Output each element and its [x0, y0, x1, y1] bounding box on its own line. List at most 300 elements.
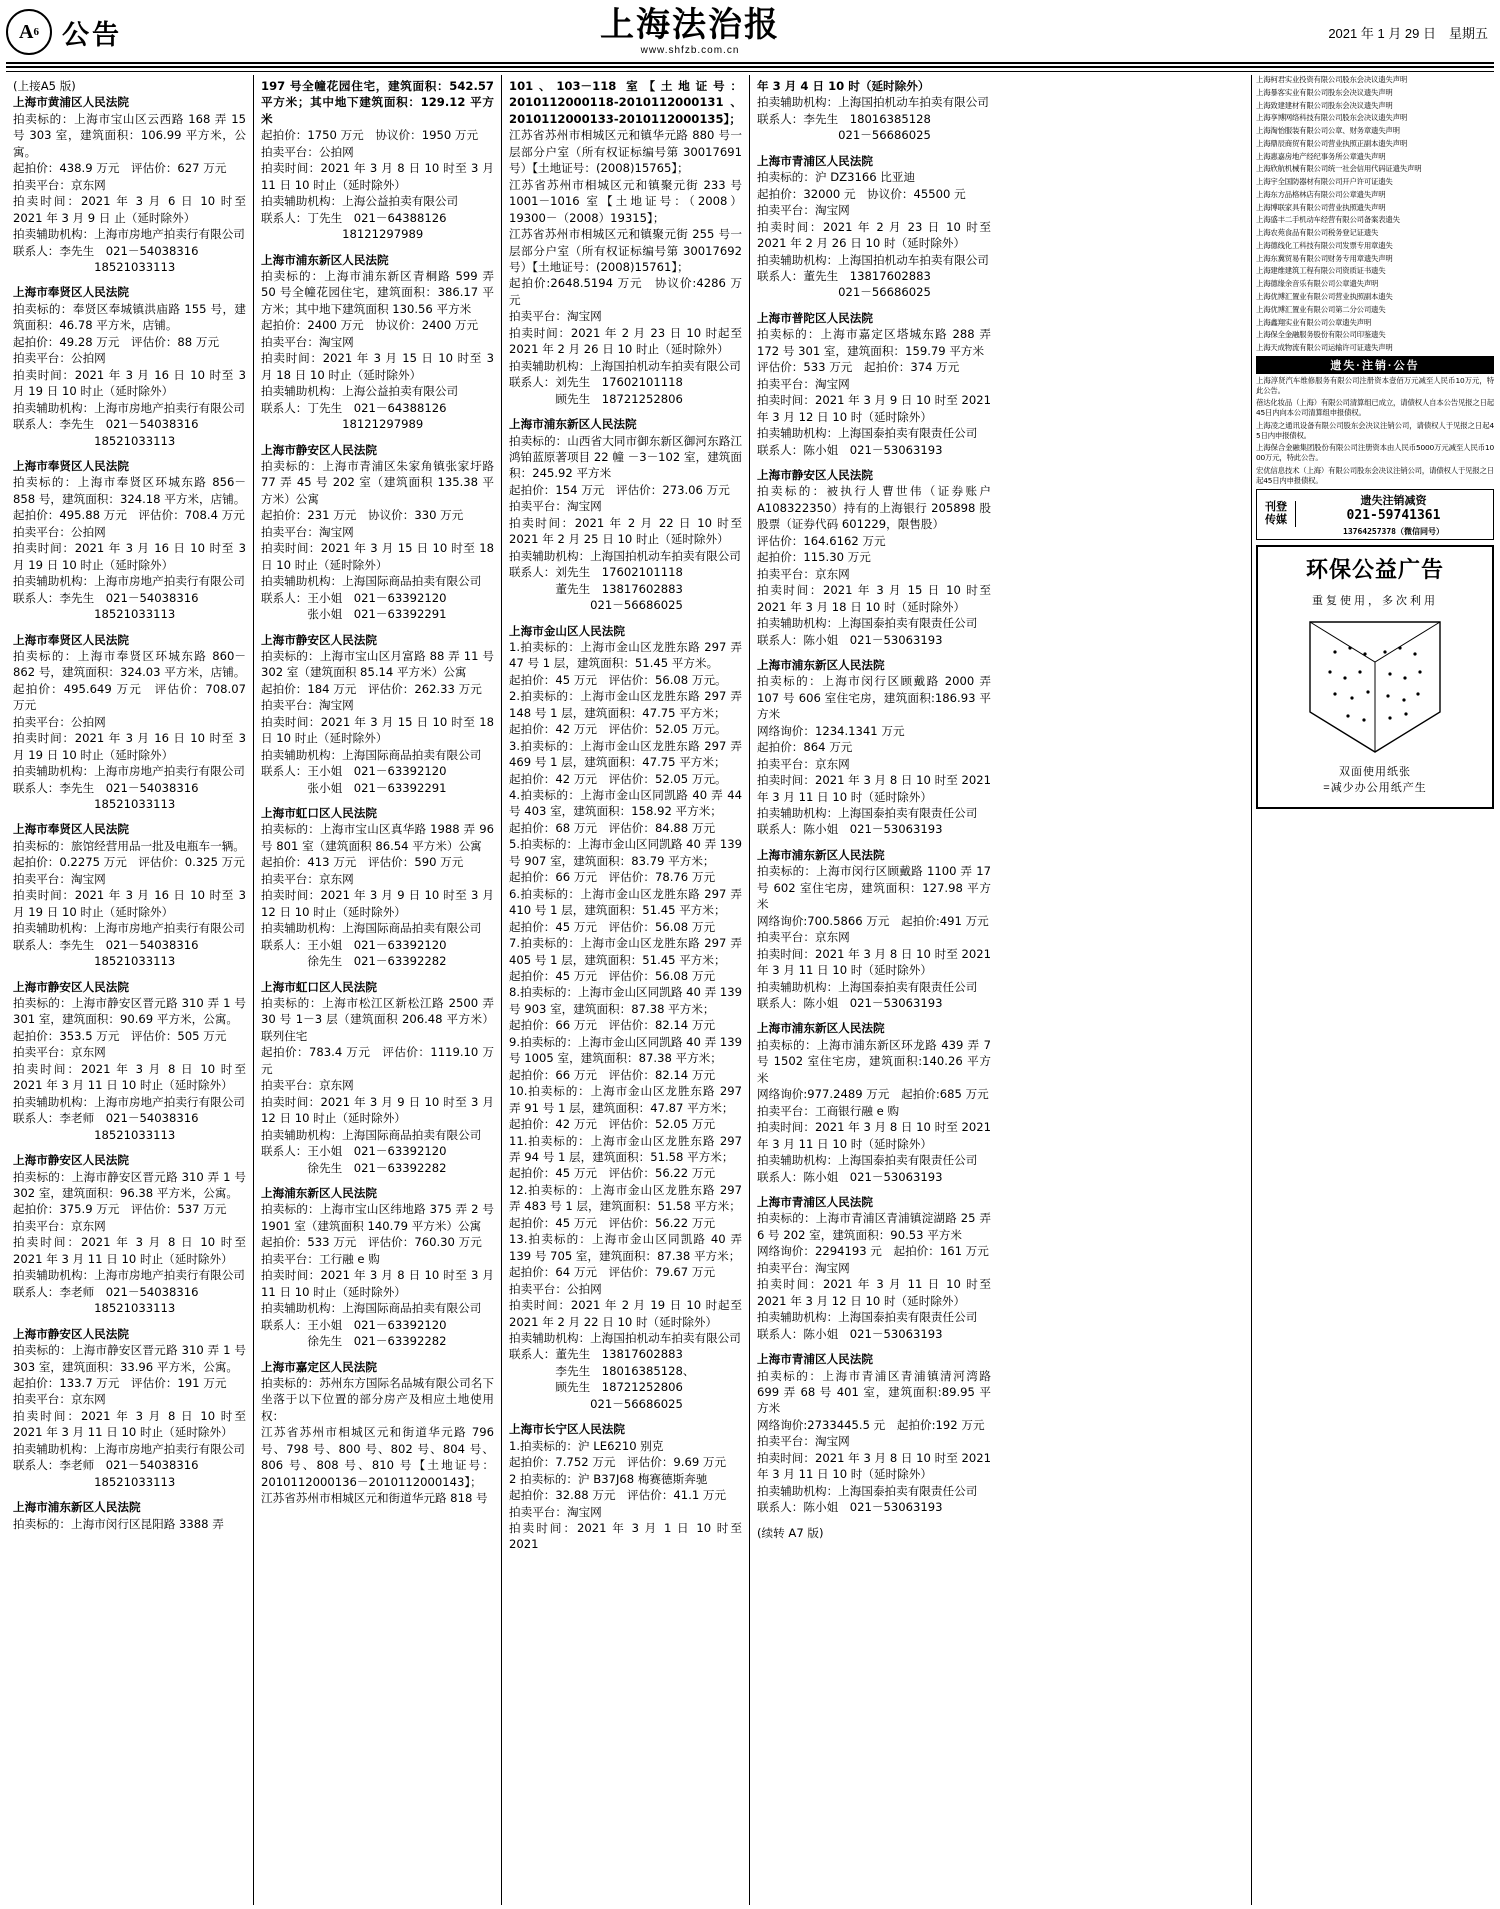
masthead-center	[142, 8, 1238, 56]
court-name: 上海市浦东新区人民法院	[261, 252, 389, 267]
court-name: 上海市浦东新区人民法院	[757, 847, 885, 862]
notice-line: 拍卖辅助机构：上海国泰拍卖有限责任公司	[757, 1153, 978, 1168]
notice-line: 联系人：董先生 13817602883	[509, 1347, 683, 1362]
auction-notice	[13, 821, 246, 969]
auction-notice	[13, 458, 246, 623]
notice-line: 起拍价：115.30 万元	[757, 550, 871, 565]
auction-notice	[757, 78, 991, 144]
notice-line: 拍卖辅助机构：上海国泰拍卖有限责任公司	[757, 1310, 978, 1325]
court-name: 上海市静安区人民法院	[757, 467, 873, 482]
court-name: 197 号全幢花园住宅，建筑面积：542.57 平方米；其中地下建筑面积：129.12 平方米	[261, 79, 494, 126]
notice-line: 网络询价:977.2489 万元 起拍价:685 万元	[757, 1087, 989, 1102]
court-name: 上海市奉贤区人民法院	[13, 285, 129, 300]
notice-line: 拍卖标的：上海市浦东新区环龙路 439 弄 7 号 1502 室住宅房，建筑面积:140.26 平方米	[757, 1037, 991, 1085]
notice-line: 拍卖平台：京东网	[757, 566, 850, 581]
masthead	[6, 4, 1494, 64]
newspaper-url: www.shfzb.com.cn	[640, 44, 740, 56]
lost-notice-contact	[1296, 492, 1491, 537]
court-name: 年 3 月 4 日 10 时（延时除外）	[757, 79, 930, 93]
notice-line: 拍卖时间：2021 年 3 月 9 日 10 时至 2021 年 3 月 12 日 10 时（延时除外）	[757, 393, 991, 424]
notice-line: 联系人：李老师 021－54038316	[13, 1458, 199, 1473]
notice-line: 拍卖标的：奉贤区奉城镇洪庙路 155 号，建筑面积：46.78 平方米，店铺。	[13, 301, 246, 333]
notice-line: 起拍价：64 万元 评估价：79.67 万元	[509, 1265, 716, 1280]
ad-title: 环保公益广告	[1305, 557, 1444, 583]
auction-notice	[261, 1359, 494, 1507]
notice-line: 联系人：王小姐 021－63392120	[261, 590, 447, 605]
notice-line: 1.拍卖标的：沪 LE6210 别克	[509, 1438, 664, 1453]
notice-line: 021－56686025	[757, 285, 931, 300]
court-name: 101、103－118 室【土地证号：2010112000118-2010112000131、2010112000133-2010112000135】；	[509, 79, 742, 126]
notice-line: 拍卖时间：2021 年 3 月 8 日 10 时至 2021 年 3 月 11 日 10 时（延时除外）	[757, 773, 991, 804]
notice-line: 拍卖平台：淘宝网	[509, 499, 602, 514]
notice-line: 起拍价：495.649 万元 评估价：708.07 万元	[13, 681, 246, 713]
classified-notice: 上海致建建材有限公司股东会决议遗失声明	[1256, 100, 1393, 110]
notice-line: 拍卖辅助机构：上海国际商品拍卖有限公司	[261, 747, 482, 762]
notice-line: 拍卖辅助机构：上海市房地产拍卖行有限公司	[13, 921, 245, 936]
notice-line: 起拍价：42 万元 评估价：52.05 万元。	[509, 771, 727, 786]
notice-line: 拍卖平台：公拍网	[13, 714, 106, 729]
notice-line: 拍卖时间：2021 年 3 月 8 日 10 时至 2021 年 3 月 11 日 10 时（延时除外）	[757, 1450, 991, 1482]
notice-line: 起拍价：133.7 万元 评估价：191 万元	[13, 1375, 227, 1390]
notice-line: 拍卖时间：2021 年 3 月 16 日 10 时至 3 月 19 日 10 时止（延时除外）	[13, 731, 246, 762]
ad-footer	[1264, 764, 1486, 797]
notice-line: 拍卖时间：2021 年 3 月 16 日 10 时至 3 月 19 日 10 时止（延时除外）	[13, 888, 246, 919]
classified-notice: 蓓达化妆品（上海）有限公司清算组已成立，请债权人自本公告见报之日起45日内向本公司清算组申报债权。	[1256, 398, 1494, 418]
notice-line: 拍卖平台：淘宝网	[757, 1434, 850, 1449]
notice-line: 拍卖辅助机构：上海市房地产拍卖行有限公司	[13, 1094, 245, 1109]
court-name: 上海市金山区人民法院	[509, 623, 625, 638]
notice-line: 3.拍卖标的：上海市金山区龙胜东路 297 弄 469 号 1 层，建筑面积：47.75 平方米；	[509, 738, 742, 770]
auction-notice	[757, 153, 991, 301]
notice-line: 11.拍卖标的：上海市金山区龙胜东路 297 弄 94 号 1 层，建筑面积：51.58 平方米；	[509, 1133, 742, 1164]
court-name: 上海市黄浦区人民法院	[13, 95, 129, 110]
classified-notice: 上海惠嘉房地产经纪事务所公章遗失声明	[1256, 151, 1386, 161]
notice-line: 拍卖标的：上海市奉贤区环城东路 856－858 号，建筑面积：324.18 平方米，店铺。	[13, 475, 246, 506]
lost-notice-phone-1: 021-59741361	[1346, 507, 1441, 523]
notice-line: 起拍价：2400 万元 协议价：2400 万元	[261, 318, 479, 333]
notice-line: 4.拍卖标的：上海市金山区同凯路 40 弄 44 号 403 室，建筑面积：158.92 平方米；	[509, 788, 742, 819]
notice-line: 拍卖时间：2021 年 2 月 23 日 10 时至 2021 年 2 月 26 日 10 时（延时除外）	[757, 219, 991, 251]
notice-line: 联系人：李老师 021－54038316	[13, 1284, 199, 1299]
notice-line: 拍卖辅助机构：上海市房地产拍卖行有限公司	[13, 574, 245, 589]
notice-line: 拍卖平台：京东网	[13, 1392, 106, 1407]
article-columns	[6, 75, 1252, 1905]
notice-line: 拍卖标的：上海市静安区晋元路 310 弄 1 号 301 室，建筑面积：90.69 平方米，公寓。	[13, 996, 246, 1027]
notice-line: 拍卖平台：京东网	[13, 1045, 106, 1060]
notice-line: 拍卖辅助机构：上海市房地产拍卖行有限公司	[13, 764, 245, 779]
notice-line: 18521033113	[13, 1301, 176, 1316]
notice-line: 拍卖辅助机构：上海国拍机动车拍卖有限公司	[509, 358, 741, 373]
ad-footer-line-1: 双面使用纸张	[1339, 765, 1411, 778]
notice-line: 拍卖时间：2021 年 3 月 16 日 10 时至 3 月 19 日 10 时止（延时除外）	[13, 541, 246, 572]
notice-line: 1.拍卖标的：上海市金山区龙胜东路 297 弄 47 号 1 层，建筑面积：51.45 平方米。	[509, 639, 742, 671]
recycled-paper-icon	[1290, 612, 1460, 762]
court-name: 上海市青浦区人民法院	[757, 153, 873, 168]
classified-notice: 上海享博网络科技有限公司股东会决议遗失声明	[1256, 113, 1408, 123]
notice-line: 张小姐 021－63392291	[261, 607, 447, 622]
notice-line: 拍卖标的：上海市青浦区朱家角镇张家圩路 77 弄 45 号 202 室（建筑面积 135.38 平方米）公寓	[261, 458, 494, 506]
classified-ad-rail	[1252, 75, 1494, 1905]
ad-subtitle: 重复使用，多次利用	[1312, 594, 1438, 607]
notice-line: 7.拍卖标的：上海市金山区龙胜东路 297 弄 405 号 1 层，建筑面积：51.45 平方米；	[509, 936, 742, 967]
notice-line: 拍卖标的：上海市浦东新区青桐路 599 弄 50 号全幢花园住宅，建筑面积：386.17 平方米；其中地下建筑面积 130.56 平方米	[261, 268, 494, 316]
page-badge-number: 6	[33, 26, 39, 38]
court-name: 上海市浦东新区人民法院	[757, 657, 885, 672]
notice-line: 拍卖平台：公拍网	[13, 524, 106, 539]
notice-line: 拍卖时间：2021 年 2 月 22 日 10 时至 2021 年 2 月 25 日 10 时止（延时除外）	[509, 515, 742, 547]
notice-line: 拍卖标的：苏州东方国际名品城有限公司名下坐落于以下位置的部分房产及相应土地使用权：	[261, 1375, 494, 1423]
notice-line: 拍卖辅助机构：上海国拍机动车拍卖有限公司	[757, 95, 989, 110]
notice-line: 拍卖辅助机构：上海国际商品拍卖有限公司	[261, 1127, 482, 1142]
court-name: 上海市浦东新区人民法院	[509, 417, 637, 432]
paper-stack-illustration	[1290, 612, 1460, 762]
notice-line: 拍卖平台：淘宝网	[509, 309, 602, 324]
notice-line: 拍卖时间：2021 年 3 月 11 日 10 时至 2021 年 3 月 12 日 10 时（延时除外）	[757, 1277, 991, 1308]
newspaper-title: 上海法治报	[600, 7, 780, 45]
notice-line: 起拍价：66 万元 评估价：82.14 万元	[509, 1067, 716, 1082]
court-name: 上海市虹口区人民法院	[261, 806, 377, 821]
notice-line: 拍卖辅助机构：上海国泰拍卖有限责任公司	[757, 1483, 978, 1498]
notice-line: 18521033113	[13, 259, 176, 274]
classified-notice: 上海优博汇置业有限公司营业执照副本遗失	[1256, 292, 1393, 302]
classified-notice: 上海柯君实业投资有限公司股东会决议遗失声明	[1256, 75, 1408, 84]
notice-line: 起拍价：45 万元 评估价：56.22 万元	[509, 1166, 716, 1181]
continued-from-note: (上接A5 版)	[13, 79, 76, 93]
auction-notice	[261, 1185, 494, 1350]
notice-line: 拍卖辅助机构：上海市房地产拍卖行有限公司	[13, 227, 245, 242]
notice-line: 拍卖平台：淘宝网	[13, 871, 106, 886]
masthead-divider	[6, 66, 1494, 72]
classified-notice: 上海保全金融服务股份有限公司印鉴遗失	[1256, 330, 1386, 340]
notice-line: 拍卖平台：京东网	[13, 177, 106, 192]
notice-line: 6.拍卖标的：上海市金山区龙胜东路 297 弄 410 号 1 层，建筑面积：51.45 平方米；	[509, 886, 742, 918]
notice-line: 拍卖平台：淘宝网	[261, 524, 354, 539]
notice-line: 10.拍卖标的：上海市金山区龙胜东路 297 弄 91 号 1 层，建筑面积：47.87 平方米；	[509, 1084, 742, 1115]
classified-notice: 上海凌之通讯设备有限公司股东会决议注销公司，请债权人于见报之日起45日内申报债权。	[1256, 420, 1494, 440]
notice-line: 拍卖时间：2021 年 3 月 8 日 10 时至 2021 年 3 月 11 日 10 时（延时除外）	[757, 1120, 991, 1151]
notice-line: 起拍价：66 万元 评估价：82.14 万元	[509, 1018, 716, 1033]
auction-notice	[261, 979, 494, 1176]
notice-line: 5.拍卖标的：上海市金山区同凯路 40 弄 139 号 907 室，建筑面积：83.79 平方米；	[509, 837, 742, 868]
classified-notice: 上海鼎辰商贸有限公司营业执照正副本遗失声明	[1256, 138, 1408, 148]
notice-line: 起拍价：45 万元 评估价：56.22 万元	[509, 1215, 716, 1230]
lost-notice-phone-2: 13764257378（微信同号）	[1343, 526, 1444, 536]
notice-line: 起拍价：42 万元 评估价：52.05 万元	[509, 1117, 716, 1132]
court-name: 上海市普陀区人民法院	[757, 310, 873, 325]
notice-line: 18521033113	[13, 433, 176, 448]
column-1	[6, 75, 254, 1905]
classified-notice: 上海淳贤汽车维修服务有限公司注册资本壹佰万元减至人民币10万元，特此公告。	[1256, 375, 1494, 395]
notice-line: 联系人：李先生 18016385128	[757, 111, 931, 126]
notice-line: 18121297989	[261, 417, 424, 432]
notice-line: 网络询价：1234.1341 万元	[757, 723, 905, 738]
notice-line: 网络询价:700.5866 万元 起拍价:491 万元	[757, 913, 989, 928]
notice-line: 拍卖时间：2021 年 3 月 6 日 10 时至 2021 年 3 月 9 日 止（延时除外）	[13, 194, 246, 225]
notice-line: 拍卖标的：上海市闵行区昆阳路 3388 弄	[13, 1516, 224, 1531]
classified-notice: 上海农苑食品有限公司税务登记证遗失	[1256, 228, 1379, 238]
notice-line: 拍卖标的：上海市奉贤区环城东路 860－862 号，建筑面积：324.03 平方米，店铺。	[13, 648, 246, 680]
court-name: 上海市静安区人民法院	[261, 632, 377, 647]
ad-footer-line-2: =减少办公用纸产生	[1323, 782, 1427, 794]
notice-line: 12.拍卖标的：上海市金山区龙胜东路 297 弄 483 号 1 层，建筑面积：51.58 平方米；	[509, 1182, 742, 1214]
lost-notice-label: 刊登 传媒	[1259, 501, 1296, 526]
notice-line: 拍卖时间：2021 年 3 月 16 日 10 时至 3 月 19 日 10 时止（延时除外）	[13, 367, 246, 399]
notice-line: 拍卖平台：京东网	[261, 1078, 354, 1093]
notice-line: 联系人：李先生 021－54038316	[13, 590, 199, 605]
notice-line: 网络询价:2733445.5 元 起拍价:192 万元	[757, 1417, 985, 1432]
notice-line: 联系人：陈小姐 021－53063193	[757, 1169, 943, 1184]
court-name: 上海浦东新区人民法院	[261, 1186, 377, 1200]
notice-line: 拍卖时间：2021 年 3 月 8 日 10 时至 2021 年 3 月 11 日 10 时止（延时除外）	[13, 1061, 246, 1093]
notice-line: 拍卖平台：京东网	[13, 1218, 106, 1233]
notice-line: 联系人：刘先生 17602101118	[509, 375, 683, 390]
notice-line: 起拍价：231 万元 协议价：330 万元	[261, 508, 464, 523]
notice-line: 江苏省苏州市相城区元和镇聚元街 255 号一层部分户室（所有权证标编号第 30017692 号）【土地证号：(2008)15761】；	[509, 227, 742, 274]
notice-line: 起拍价：1750 万元 协议价：1950 万元	[261, 128, 479, 143]
classified-notice: 上海保合金融集团股份有限公司注册资本由人民币5000万元减至人民币1000万元，特此公告。	[1256, 443, 1494, 463]
notice-line: 起拍价：45 万元 评估价：56.08 万元	[509, 919, 716, 934]
auction-notice	[757, 467, 991, 648]
notice-line: 拍卖平台：工商银行融 e 购	[757, 1103, 900, 1118]
court-name: 上海市静安区人民法院	[13, 979, 129, 994]
notice-line: 拍卖时间：2021 年 3 月 9 日 10 时至 3 月 12 日 10 时止（延时除外）	[261, 1094, 494, 1126]
notice-line: 拍卖标的：上海市松江区新松江路 2500 弄 30 号 1－3 层（建筑面积 206.48 平方米）联列住宅	[261, 996, 494, 1043]
notice-line: 拍卖时间：2021 年 3 月 15 日 10 时至 18 日 10 时止（延时除外）	[261, 714, 494, 746]
court-name: 上海市长宁区人民法院	[509, 1422, 625, 1437]
notice-line: 拍卖辅助机构：上海市房地产拍卖行有限公司	[13, 1268, 245, 1283]
auction-notice	[261, 632, 494, 797]
notice-line: 联系人：李先生 021－54038316	[13, 243, 199, 258]
notice-line: 起拍价：413 万元 评估价：590 万元	[261, 855, 464, 870]
classified-notice: 上海欣航机械有限公司统一社会信用代码证遗失声明	[1256, 164, 1422, 174]
notice-line: 起拍价：154 万元 评估价：273.06 万元	[509, 482, 730, 497]
notice-line: 起拍价：0.2275 万元 评估价：0.325 万元	[13, 855, 245, 870]
notice-line: 拍卖时间：2021 年 2 月 19 日 10 时起至 2021 年 2 月 22 日 10 时（延时除外）	[509, 1298, 742, 1329]
notice-line: 起拍价：353.5 万元 评估价：505 万元	[13, 1028, 227, 1043]
notice-line: 18521033113	[13, 1127, 176, 1142]
notice-line: 起拍价：864 万元	[757, 740, 853, 755]
notice-line: 拍卖标的：上海市宝山区云西路 168 弄 15 号 303 室，建筑面积：106.99 平方米，公寓。	[13, 111, 246, 159]
notice-line: 拍卖时间：2021 年 3 月 8 日 10 时至 2021 年 3 月 11 日 10 时止（延时除外）	[13, 1408, 246, 1440]
classified-notice: 上海优博汇置业有限公司第二分公司遗失	[1256, 304, 1386, 314]
notice-line: 顾先生 18721252806	[509, 1380, 683, 1395]
notice-line: 起拍价：32000 元 协议价：45500 元	[757, 186, 966, 201]
notice-line: 拍卖标的：上海市闵行区顾戴路 2000 弄 107 号 606 室住宅房，建筑面积:186.93 平方米	[757, 674, 991, 722]
notice-line: 18521033113	[13, 797, 176, 812]
notice-line: 18521033113	[13, 954, 176, 969]
court-name: 上海市嘉定区人民法院	[261, 1359, 377, 1374]
notice-line: 联系人：李先生 021－54038316	[13, 417, 199, 432]
page-badge-letter: A	[19, 20, 34, 43]
auction-notice	[13, 1499, 246, 1532]
auction-notice	[13, 632, 246, 813]
classified-notice: 上海东方品格林店有限公司公章遗失声明	[1256, 189, 1386, 199]
notice-line: 拍卖标的：旅馆经营用品一批及电瓶车一辆。	[13, 838, 245, 853]
notice-line: 拍卖时间：2021 年 3 月 8 日 10 时至 3 月 11 日 10 时止（延时除外）	[261, 1268, 494, 1299]
wechat-note: （微信同号）	[1395, 526, 1444, 536]
classified-notice: 上海宇全国防器材有限公司开户许可证遗失	[1256, 177, 1393, 187]
classified-notice: 上海盛丰二手机动车经营有限公司备案表遗失	[1256, 215, 1400, 225]
court-name: 上海市静安区人民法院	[13, 1326, 129, 1341]
notice-line: 拍卖标的：上海市静安区晋元路 310 弄 1 号 303 室，建筑面积：33.96 平方米，公寓。	[13, 1343, 246, 1374]
notice-line: 联系人：王小姐 021－63392120	[261, 1317, 447, 1332]
notice-line: 拍卖辅助机构：上海国泰拍卖有限责任公司	[757, 979, 978, 994]
publication-date: 2021 年 1 月 29 日 星期五	[1328, 25, 1488, 41]
notice-line: 拍卖辅助机构：上海国泰拍卖有限责任公司	[757, 806, 978, 821]
auction-notice	[757, 847, 991, 1012]
notice-line: 起拍价：45 万元 评估价：56.08 万元	[509, 969, 716, 984]
auction-notice	[509, 1421, 742, 1553]
notice-line: 拍卖平台：工行融 e 购	[261, 1251, 380, 1266]
continued-to-note: (续转 A7 版)	[757, 1525, 824, 1540]
notice-line: 拍卖时间：2021 年 3 月 15 日 10 时至 2021 年 3 月 18 日 10 时（延时除外）	[757, 583, 991, 614]
notice-line: 联系人：王小姐 021－63392120	[261, 937, 447, 952]
notice-line: 拍卖平台：淘宝网	[261, 334, 354, 349]
notice-line: 联系人：陈小姐 021－53063193	[757, 822, 943, 837]
court-name: 上海市奉贤区人民法院	[13, 822, 129, 837]
notices-bottom-list	[1256, 376, 1494, 486]
notice-line: 江苏省苏州市相城区元和镇华元路 880 号一层部分户室（所有权证标编号第 30017691 号）【土地证号：(2008)15765】；	[509, 128, 742, 176]
notice-line: 拍卖时间：2021 年 2 月 23 日 10 时起至 2021 年 2 月 26 日 10 时止（延时除外）	[509, 325, 742, 357]
notice-line: 拍卖辅助机构：上海公益拍卖有限公司	[261, 194, 459, 209]
auction-notice	[13, 94, 246, 275]
classified-notice: 上海暴客实业有限公司股东会决议遗失声明	[1256, 87, 1393, 97]
notice-line: 拍卖辅助机构：上海国拍机动车拍卖有限公司	[757, 252, 989, 267]
court-name: 上海市奉贤区人民法院	[13, 458, 129, 473]
classified-notice: 上海建维建筑工程有限公司资质证书遗失	[1256, 266, 1386, 276]
notice-line: 拍卖标的：上海市青浦区青浦镇淀湖路 25 弄 6 号 202 室，建筑面积：90.53 平方米	[757, 1211, 991, 1242]
auction-notice	[13, 1326, 246, 1491]
auction-notice	[509, 623, 742, 1413]
column-2	[254, 75, 502, 1905]
auction-notice	[13, 284, 246, 449]
notice-line: 拍卖平台：公拍网	[509, 1281, 602, 1296]
court-name: 上海市静安区人民法院	[261, 442, 377, 457]
notice-line: 联系人：王小姐 021－63392120	[261, 1144, 447, 1159]
notice-line: 网络询价：2294193 元 起拍价：161 万元	[757, 1244, 989, 1259]
auction-notice	[509, 416, 742, 613]
notice-line: 拍卖时间：2021 年 3 月 1 日 10 时至 2021	[509, 1520, 742, 1552]
notice-line: 拍卖时间：2021 年 3 月 8 日 10 时至 3 月 11 日 10 时止（延时除外）	[261, 161, 494, 192]
notice-line: 江苏省苏州市相城区元和街道华元路 796 号、798 号、800 号、802 号、804 号、806 号、808 号、810 号【土地证号：2010112000136－2010112000143】；	[261, 1425, 494, 1489]
classified-notice: 宏优信息技术（上海）有限公司股东会决议注销公司，请债权人于见报之日起45日内申报债权。	[1256, 465, 1494, 485]
auction-notice	[261, 805, 494, 970]
court-name: 上海市浦东新区人民法院	[757, 1021, 885, 1036]
notice-line: 联系人：陈小姐 021－53063193	[757, 442, 943, 457]
notice-line: 拍卖标的：上海市宝山区真华路 1988 弄 96 号 801 室（建筑面积 86.54 平方米）公寓	[261, 822, 494, 853]
notice-line: 拍卖辅助机构：上海国际商品拍卖有限公司	[261, 574, 482, 589]
auction-notice	[13, 1152, 246, 1317]
notice-line: 13.拍卖标的：上海市金山区同凯路 40 弄 139 号 705 室，建筑面积：87.38 平方米；	[509, 1232, 742, 1263]
court-name: 上海市虹口区人民法院	[261, 979, 377, 994]
notice-line: 联系人：李先生 021－54038316	[13, 780, 199, 795]
classified-notice: 上海淘怡服装有限公司公章、财务章遗失声明	[1256, 126, 1400, 136]
notice-line: 021－56686025	[509, 598, 683, 613]
notice-line: 起拍价：66 万元 评估价：78.76 万元	[509, 870, 716, 885]
notice-line: 联系人：王小姐 021－63392120	[261, 764, 447, 779]
notice-line: 起拍价：7.752 万元 评估价：9.69 万元	[509, 1455, 727, 1470]
classified-notice: 上海德线化工科技有限公司发票专用章遗失	[1256, 240, 1393, 250]
notice-line: 评估价：164.6162 万元	[757, 533, 886, 548]
notice-line: 拍卖标的：上海市静安区晋元路 310 弄 1 号 302 室，建筑面积：96.38 平方米，公寓。	[13, 1169, 246, 1200]
notice-line: 江苏省苏州市相城区元和街道华元路 818 号	[261, 1491, 488, 1506]
notice-line: 李先生 18016385128、	[509, 1363, 695, 1378]
notice-line: 拍卖平台：淘宝网	[509, 1504, 602, 1519]
notice-line: 起拍价：375.9 万元 评估价：537 万元	[13, 1202, 227, 1217]
notice-line: 18521033113	[13, 1474, 176, 1489]
notice-line: 联系人：刘先生 17602101118	[509, 565, 683, 580]
classified-notice: 上海鑫翔实业有限公司公章遗失声明	[1256, 317, 1372, 327]
auction-notice	[757, 1351, 991, 1516]
notice-line: 徐先生 021－63392282	[261, 954, 447, 969]
notice-line: 联系人：董先生 13817602883	[757, 268, 931, 283]
notice-line: 顾先生 18721252806	[509, 391, 683, 406]
auction-notice	[261, 252, 494, 433]
notice-line: 拍卖辅助机构：上海国拍机动车拍卖有限公司	[509, 1330, 741, 1345]
notice-line: 拍卖辅助机构：上海国泰拍卖有限责任公司	[757, 616, 978, 631]
court-name: 上海市浦东新区人民法院	[13, 1500, 141, 1515]
notice-line: 董先生 13817602883	[509, 581, 683, 596]
notice-line: 起拍价：533 万元 评估价：760.30 万元	[261, 1235, 482, 1250]
auction-notice	[261, 442, 494, 623]
notice-line: 2.拍卖标的：上海市金山区龙胜东路 297 弄 148 号 1 层，建筑面积：47.75 平方米；	[509, 689, 742, 720]
notice-line: 联系人：丁先生 021－64388126	[261, 210, 447, 225]
notice-line: 徐先生 021－63392282	[261, 1160, 447, 1175]
notice-line: 徐先生 021－63392282	[261, 1334, 447, 1349]
notice-line: 8.拍卖标的：上海市金山区同凯路 40 弄 139 号 903 室，建筑面积：87.38 平方米；	[509, 985, 742, 1016]
notice-line: 拍卖平台：淘宝网	[757, 1260, 850, 1275]
notice-line: 拍卖标的：上海市青浦区青浦镇清河湾路 699 弄 68 号 401 室，建筑面积:89.95 平方米	[757, 1368, 991, 1416]
auction-notice	[757, 1194, 991, 1342]
auction-notice	[757, 657, 991, 838]
notice-line: 起拍价：68 万元 评估价：84.88 万元	[509, 820, 716, 835]
notice-line: 起拍价：184 万元 评估价：262.33 万元	[261, 681, 482, 696]
notice-line: 18521033113	[13, 607, 176, 622]
notice-line: 18121297989	[261, 227, 424, 242]
notice-line: 联系人：陈小姐 021－53063193	[757, 996, 943, 1011]
lost-notice-contact-box[interactable]	[1256, 489, 1494, 540]
notice-line: 拍卖时间：2021 年 3 月 8 日 10 时至 2021 年 3 月 11 日 10 时止（延时除外）	[13, 1235, 246, 1266]
notice-line: 拍卖辅助机构：上海国际商品拍卖有限公司	[261, 921, 482, 936]
notice-line: 江苏省苏州市相城区元和镇聚元街 233 号 1001－1016 室【土地证号：（2008）19300－（2008）19315】；	[509, 177, 742, 225]
classified-notice: 上海博联家具有限公司营业执照遗失声明	[1256, 202, 1386, 212]
notice-line: 拍卖平台：京东网	[757, 756, 850, 771]
notice-line: 联系人：陈小姐 021－53063193	[757, 1500, 943, 1515]
page-content	[6, 75, 1494, 1905]
notice-line: 张小姐 021－63392291	[261, 780, 447, 795]
notice-line: 021－56686025	[509, 1396, 683, 1411]
notice-line: 拍卖平台：淘宝网	[757, 376, 850, 391]
notice-line: 拍卖标的：沪 DZ3166 比亚迪	[757, 170, 916, 185]
notice-line: 拍卖标的：被执行人曹世伟（证券账户 A108322350）持有的上海银行 205898 股股票（证券代码 601229，限售股）	[757, 484, 991, 532]
notice-line: 021－56686025	[757, 128, 931, 143]
notice-line: 联系人：陈小姐 021－53063193	[757, 632, 943, 647]
court-name: 上海市青浦区人民法院	[757, 1352, 873, 1367]
column-3	[502, 75, 750, 1905]
notice-line: 起拍价：495.88 万元 评估价：708.4 万元	[13, 508, 245, 523]
classified-notice: 上海天成物流有限公司运输许可证遗失声明	[1256, 343, 1393, 353]
notice-line: 拍卖标的：上海市嘉定区塔城东路 288 弄 172 号 301 室，建筑面积：159.79 平方米	[757, 327, 991, 358]
notice-line: 拍卖时间：2021 年 3 月 15 日 10 时至 3 月 18 日 10 时止（延时除外）	[261, 351, 494, 382]
notice-line: 联系人：陈小姐 021－53063193	[757, 1326, 943, 1341]
notice-line: 评估价：533 万元 起拍价：374 万元	[757, 360, 960, 375]
notice-line: 起拍价:2648.5194 万元 协议价:4286 万元	[509, 276, 742, 307]
court-name: 上海市青浦区人民法院	[757, 1195, 873, 1209]
section-title: 公告	[62, 19, 122, 51]
notice-line: 拍卖平台：淘宝网	[261, 698, 354, 713]
notice-line: 拍卖平台：公拍网	[13, 351, 106, 366]
notice-line: 拍卖标的：上海市闵行区顾戴路 1100 弄 17 号 602 室住宅房，建筑面积：127.98 平方米	[757, 864, 991, 912]
